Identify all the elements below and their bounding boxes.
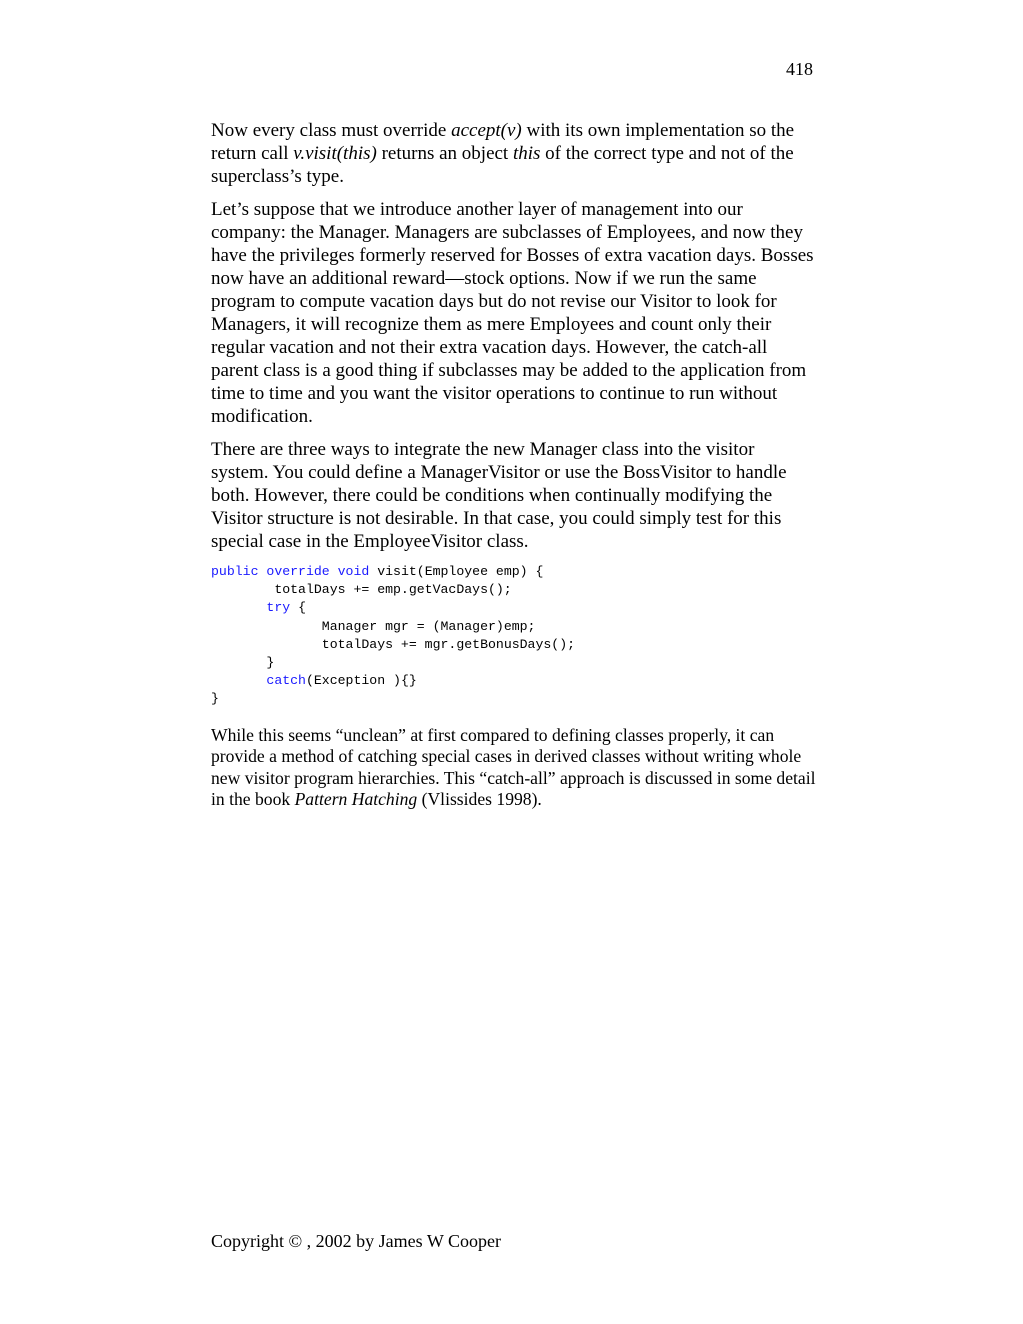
code-keyword: try	[266, 600, 291, 616]
book-title: Pattern Hatching	[294, 789, 418, 810]
code-text: (Exception ){}	[305, 673, 417, 689]
paragraph-accept-override	[211, 119, 816, 188]
code-text: visit(Employee emp) {	[377, 564, 544, 579]
code-line	[211, 618, 816, 636]
page-content	[211, 119, 816, 821]
paragraph-integration-ways: There are three ways to integrate the new Manager class into the visitor system. You could define a ManagerVisitor or use the BossVisitor to handle both. However, there could be conditions when continually modifying the Visitor structure is not desirable. In that case, you could simply test for this special case in the EmployeeVisitor class.	[211, 439, 787, 552]
italic-run: v.visit(this)	[293, 143, 377, 164]
page-number: 418	[786, 59, 813, 79]
text-run: Now every class must override	[211, 120, 452, 141]
italic-run: accept(v)	[451, 120, 522, 141]
code-line	[211, 599, 816, 617]
code-keyword: catch	[266, 673, 306, 689]
text-run: (Vlissides 1998).	[417, 789, 542, 810]
italic-run: this	[512, 143, 541, 164]
paragraph-catch-all	[211, 725, 816, 811]
text-run: of the correct type and not of the superclass’s type.	[211, 143, 794, 187]
code-line	[211, 654, 816, 672]
text-run: While this seems “unclean” at first compared to defining classes properly, it can provide a method of catching special cases in derived classes without writing whole new visitor program hierarchies. This “catch-all” approach is discussed in some detail in the book	[211, 724, 816, 810]
code-text: totalDays += emp.getVacDays();	[274, 582, 512, 598]
code-line	[211, 563, 816, 581]
code-line	[211, 690, 816, 708]
paragraph-manager-layer: Let’s suppose that we introduce another layer of management into our company: the Manager. Managers are subclasses of Employees, and now they have the privileges formerly reserved for Bosses of extra vacation days. Bosses now have an additional reward—stock options. Now if we run the same program to compute vacation days but do not revise our Visitor to look for Managers, it will recognize them as mere Employees and count only their regular vacation and not their extra vacation days. However, the catch-all parent class is a good thing if subclasses may be added to the application from time to time and you want the visitor operations to continue to run without modification.	[211, 199, 814, 427]
code-keyword: public	[211, 564, 259, 579]
code-keyword: void	[337, 564, 370, 579]
code-text: Manager mgr = (Manager)emp;	[321, 618, 536, 634]
text-run: with its own implementation so the return call	[211, 120, 795, 164]
code-text: }	[266, 655, 275, 671]
code-text: }	[211, 691, 219, 707]
code-keyword: override	[266, 564, 330, 579]
text-run: returns an object	[376, 143, 513, 164]
code-line	[211, 636, 816, 654]
code-line	[211, 581, 816, 599]
code-line	[211, 672, 816, 690]
code-text: {	[298, 600, 306, 616]
code-text: totalDays += mgr.getBonusDays();	[321, 636, 576, 652]
copyright-footer: Copyright © , 2002 by James W Cooper	[211, 1231, 501, 1251]
code-listing	[211, 563, 816, 709]
